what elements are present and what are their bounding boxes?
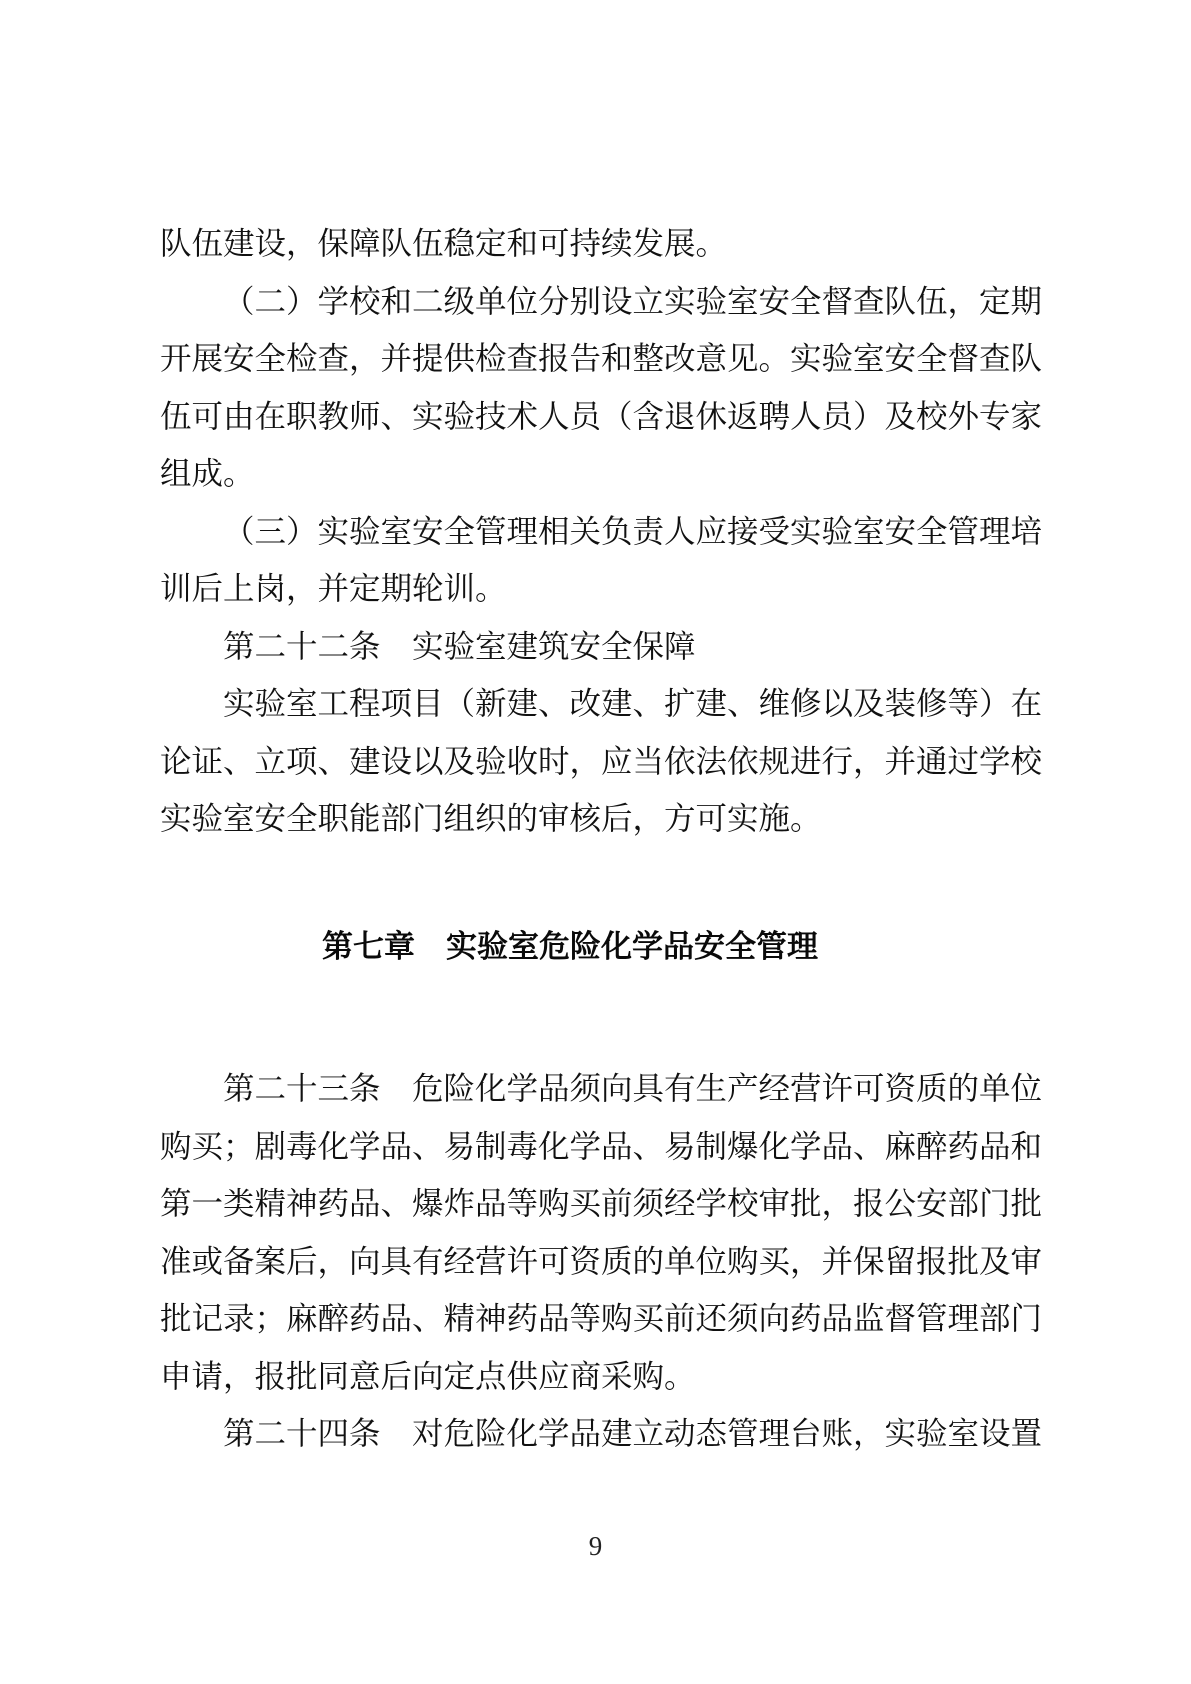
body-line: 训后上岗，并定期轮训。 xyxy=(160,571,507,606)
body-line: 实验室工程项目（新建、改建、扩建、维修以及装修等）在 xyxy=(223,686,1043,721)
body-line: 第一类精神药品、爆炸品等购买前须经学校审批，报公安部门批 xyxy=(160,1186,1043,1221)
body-line: 准或备案后，向具有经营许可资质的单位购买，并保留报批及审 xyxy=(160,1243,1043,1279)
body-line: 第二十二条 实验室建筑安全保障 xyxy=(223,628,696,664)
body-line: （三）实验室安全管理相关负责人应接受实验室安全管理培 xyxy=(223,513,1043,549)
body-line: 购买；剧毒化学品、易制毒化学品、易制爆化学品、麻醉药品和 xyxy=(160,1128,1043,1164)
body-line: 组成。 xyxy=(160,456,255,491)
body-line: （二）学校和二级单位分别设立实验室安全督查队伍，定期 xyxy=(223,283,1043,319)
body-text-block-lower xyxy=(160,1060,1042,1463)
body-line: 申请，报批同意后向定点供应商采购。 xyxy=(160,1358,696,1394)
body-line: 第二十三条 危险化学品须向具有生产经营许可资质的单位 xyxy=(223,1071,1043,1106)
body-line: 第二十四条 对危险化学品建立动态管理台账，实验室设置 xyxy=(223,1416,1043,1451)
page-number: 9 xyxy=(588,1531,603,1561)
body-line: 批记录；麻醉药品、精神药品等购买前还须向药品监督管理部门 xyxy=(160,1301,1043,1336)
body-text-block-upper xyxy=(160,215,1042,848)
body-line: 伍可由在职教师、实验技术人员（含退休返聘人员）及校外专家 xyxy=(160,398,1043,434)
body-line: 开展安全检查，并提供检查报告和整改意见。实验室安全督查队 xyxy=(160,341,1043,376)
chapter-heading: 第七章 实验室危险化学品安全管理 xyxy=(322,929,818,964)
body-line: 实验室安全职能部门组织的审核后，方可实施。 xyxy=(160,801,822,836)
body-line: 论证、立项、建设以及验收时，应当依法依规进行，并通过学校 xyxy=(160,743,1043,779)
body-line: 队伍建设，保障队伍稳定和可持续发展。 xyxy=(160,226,728,261)
